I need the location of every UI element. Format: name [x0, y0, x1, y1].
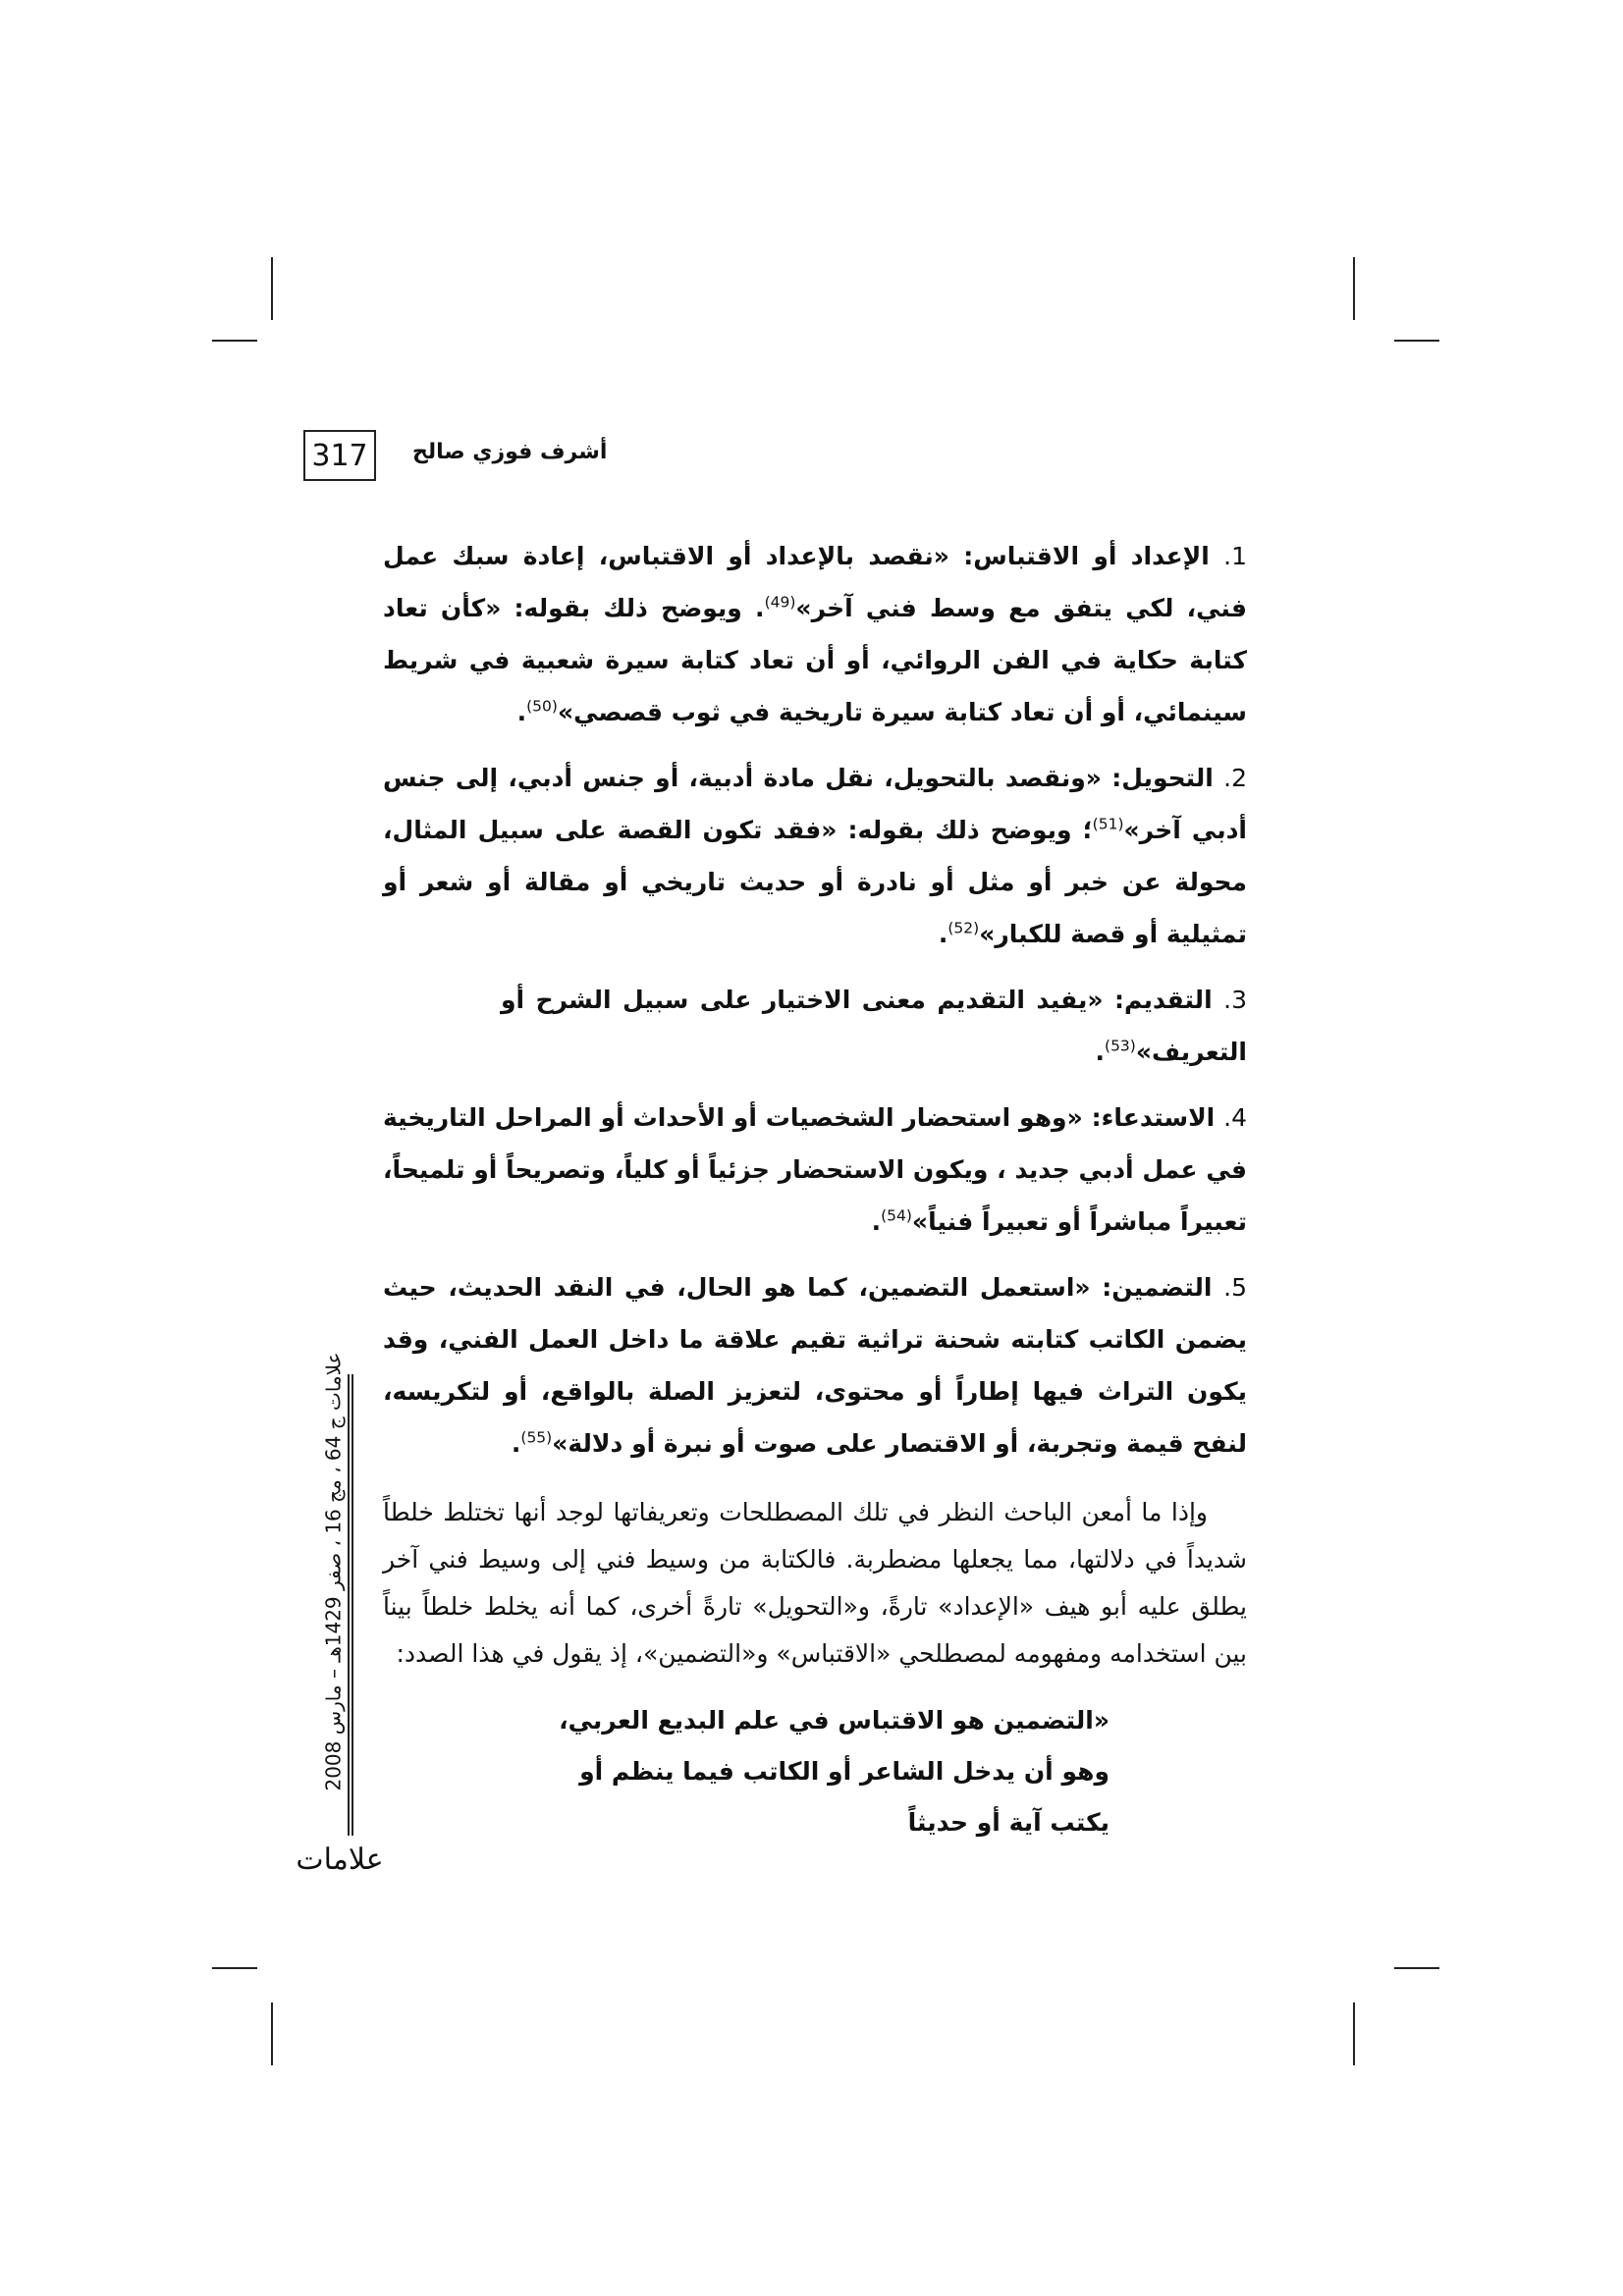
crop-mark [271, 2002, 273, 2065]
sidebar-rule [352, 1374, 353, 1836]
footnote-ref: (52) [947, 919, 980, 937]
crop-mark [212, 1967, 257, 1969]
journal-logo: علامات [296, 1842, 384, 1877]
page-number: 317 [303, 430, 376, 481]
sidebar-rule [348, 1374, 350, 1836]
author-name: أشرف فوزي صالح [412, 440, 608, 464]
crop-mark [1394, 340, 1439, 342]
crop-mark [1353, 257, 1355, 320]
block-quote: «التضمين هو الاقتباس في علم البديع العربي، وهو أن يدخل الشاعر أو الكاتب فيما ينظم أو يكتب آية أو حديثاً [559, 1706, 1109, 1837]
footnote-ref: (55) [520, 1428, 553, 1447]
list-item: 2. التحويل: «ونقصد بالتحويل، نقل مادة أدبية، أو جنس أدبي، إلى جنس أدبي آخر»$^{(51)}$؛ ويوضح ذلك بقوله: «فقد تكون القصة على سبيل المثال، محولة عن خبر أو مثل أو نادرة أو حديث تاريخي أو مقالة أو شعر أو تمثيلية أو قصة للكبار»$^{(52)}$. [383, 764, 1247, 948]
body-paragraph: وإذا ما أمعن الباحث النظر في تلك المصطلحات وتعريفاتها لوجد أنها تختلط خلطاً شديداً في دلالتها، مما يجعلها مضطربة. فالكتابة من وسيط فني إلى وسيط فني آخر يطلق عليه أبو هيف «الإعداد» تارةً، و«التحويل» تارةً أخرى، كما أنه يخلط خلطاً بيناً بين استخدامه ومفهومه لمصطلحي «الاقتباس» و«التضمين»، إذ يقول في هذا الصدد: [383, 1498, 1247, 1668]
footnote-ref: (54) [881, 1206, 912, 1225]
footnote-ref: (49) [764, 593, 796, 612]
journal-info: علامات ج 64 ، مج 16 ، صفر 1429هـ – مارس 2008 [322, 1352, 347, 1791]
main-text [383, 530, 1247, 1848]
footnote-ref: (53) [1105, 1037, 1136, 1055]
crop-mark [1353, 2002, 1355, 2065]
list-item: 3. التقديم: «يفيد التقديم معنى الاختيار على سبيل الشرح أو التعريف»$^{(53)}$. [501, 986, 1247, 1066]
list-item: 5. التضمين: «استعمل التضمين، كما هو الحال، في النقد الحديث، حيث يضمن الكاتب كتابته شحنة تراثية تقيم علاقة ما داخل العمل الفني، وقد يكون التراث فيها إطاراً أو محتوى، لتعزيز الصلة بالواقع، أو لتكريسه، لنفح قيمة وتجربة، أو الاقتصار على صوت أو نبرة أو دلالة»$^{(55)}$. [383, 1273, 1247, 1458]
crop-mark [271, 257, 273, 320]
list-item: 4. الاستدعاء: «وهو استحضار الشخصيات أو الأحداث أو المراحل التاريخية في عمل أدبي جديد ، ويكون الاستحضار جزئياً أو كلياً، وتصريحاً أو تلميحاً، تعبيراً مباشراً أو تعبيراً فنياً»$^{(54)}$. [383, 1103, 1247, 1236]
journal-sidebar [316, 1352, 352, 1791]
crop-mark [212, 340, 257, 342]
footnote-ref: (50) [526, 697, 558, 716]
crop-mark [1394, 1967, 1439, 1969]
list-item: 1. الإعداد أو الاقتباس: «نقصد بالإعداد أو الاقتباس، إعادة سبك عمل فني، لكي يتفق مع وسط فني آخر»$^{(49)}$. ويوضح ذلك بقوله: «كأن تعاد كتابة حكاية في الفن الروائي، أو أن تعاد كتابة سيرة شعبية في شريط سينمائي، أو أن تعاد كتابة سيرة تاريخية في ثوب قصصي»$^{(50)}$. [383, 542, 1247, 726]
footnote-ref: (51) [1092, 815, 1124, 833]
